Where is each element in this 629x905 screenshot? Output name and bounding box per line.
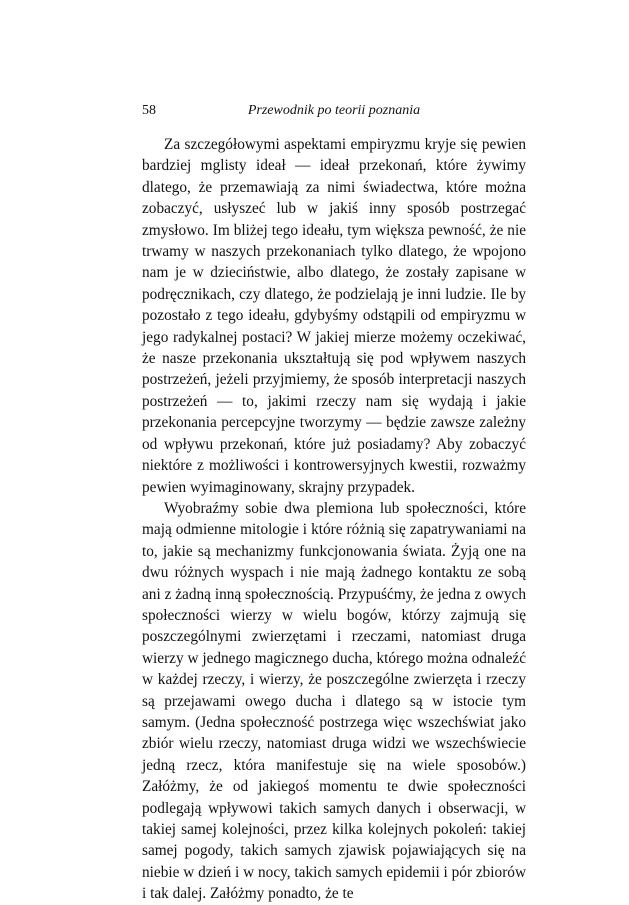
running-head — [142, 100, 526, 122]
body-text — [142, 134, 526, 905]
paragraph-2: Wyobraźmy sobie dwa plemiona lub społeczności, które mają odmienne mitologie i które różnią się zapatrywaniami na to, jakie są mechanizmy funkcjonowania świata. Żyją one na dwu różnych wyspach i nie mają żadnego kontaktu ze sobą ani z żadną inną społecznością. Przypuśćmy, że jedna z owych społeczności wierzy w wielu bogów, którzy zajmują się poszczególnymi zwierzętami i rzeczami, natomiast druga wierzy w jednego magicznego ducha, którego można odnaleźć w każdej rzeczy, i wierzy, że poszczególne zwierzęta i rzeczy są przejawami owego ducha i dlatego są w istocie tym samym. (Jedna społeczność postrzega więc wszechświat jako zbiór wielu rzeczy, natomiast druga widzi we wszechświecie jedną rzecz, która manifestuje się na wiele sposobów.) Załóżmy, że od jakiegoś momentu te dwie społeczności podlegają wpływowi takich samych danych i obserwacji, w takiej samej kolejności, przez kilka kolejnych pokoleń: takiej samej pogody, takich samych zjawisk pojawiających się na niebie w dzień i w nocy, takich samych epidemii i pór zbiorów i tak dalej. Załóżmy ponadto, że te — [142, 499, 526, 903]
page-number: 58 — [142, 103, 156, 118]
book-page — [142, 100, 526, 905]
book-title: Przewodnik po teorii poznania — [247, 103, 421, 118]
paragraph-1: Za szczegółowymi aspektami empiryzmu kryje się pewien bardziej mglisty ideał — ideał przekonań, które żywimy dlatego, że przemawiają za nimi świadectwa, które można zobaczyć, usłyszeć lub w jakiś inny sposób postrzegać zmysłowo. Im bliżej tego ideału, tym większa pewność, że nie trwamy w naszych przekonaniach tylko dlatego, że wpojono nam je w dzieciństwie, albo dlatego, że zostały zapisane w podręcznikach, czy dlatego, że podzielają je inni ludzie. Ile by pozostało z tego ideału, gdybyśmy odstąpili od empiryzmu w jego radykalnej postaci? W jakiej mierze możemy oczekiwać, że nasze przekonania ukształtują się pod wpływem naszych postrzeżeń, jeżeli przyjmiemy, że sposób interpretacji naszych postrzeżeń — to, jakimi rzeczy nam się wydają i jakie przekonania percepcyjne tworzymy — będzie zawsze zależny od wpływu przekonań, które już posiadamy? Aby zobaczyć niektóre z możliwości i kontrowersyjnych kwestii, rozważmy pewien wyimaginowany, skrajny przypadek. — [142, 136, 526, 496]
